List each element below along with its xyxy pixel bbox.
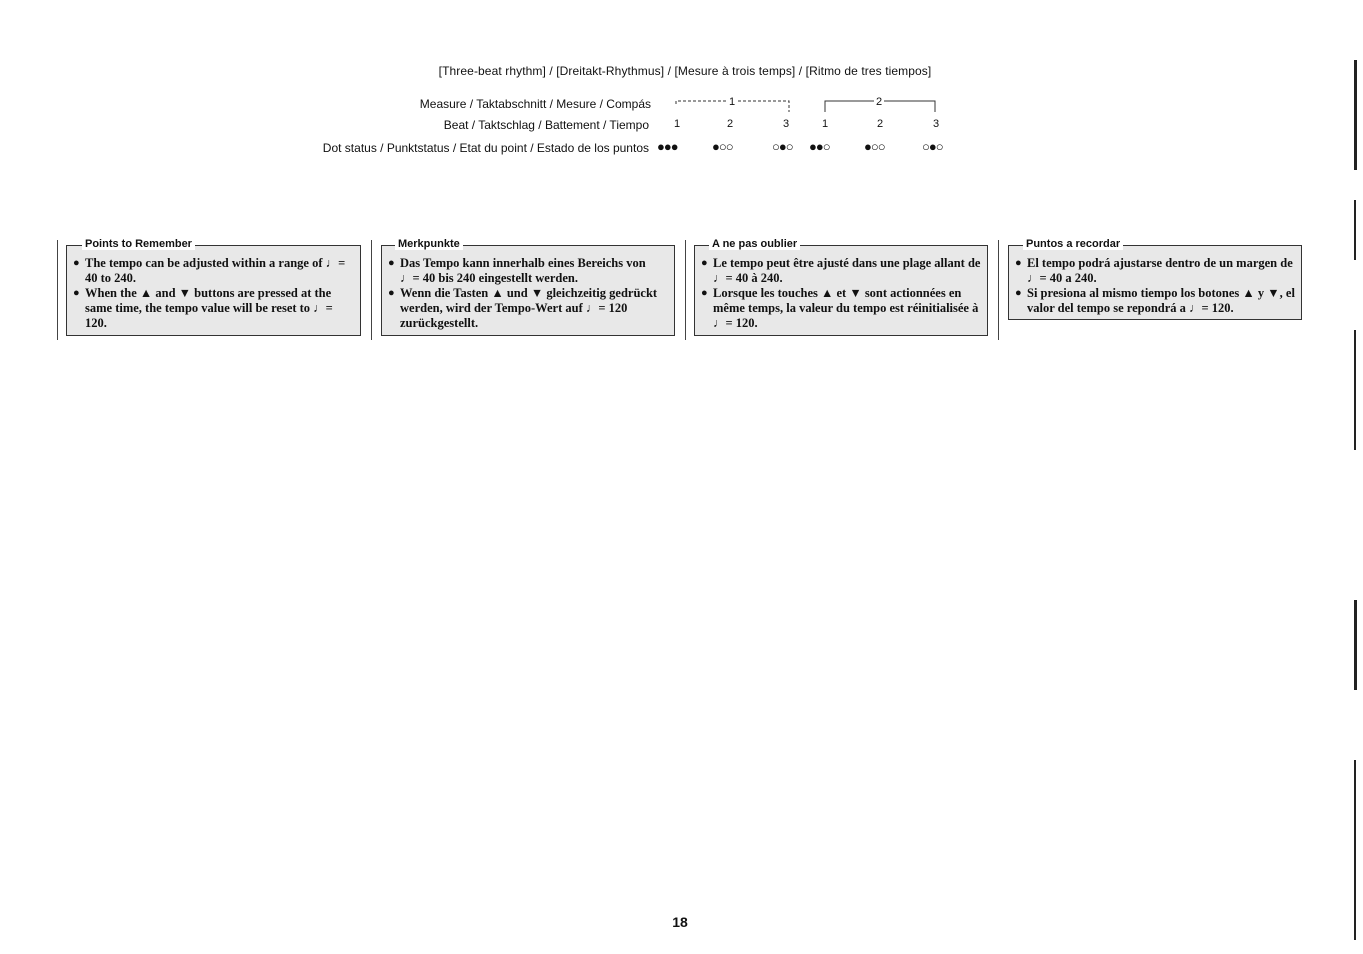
measure-brackets: [0, 0, 1363, 160]
box-title: Merkpunkte: [395, 238, 463, 250]
note-item: ● Wenn die Tasten ▲ und ▼ gleichzeitig gedrückt werden, wird der Tempo-Wert auf ♩= 120 zurückgestellt.: [388, 286, 668, 331]
measure-number: 1: [729, 96, 736, 108]
beat-number: 1: [821, 118, 829, 130]
note-box-english: [66, 245, 361, 336]
measure-number: 2: [876, 96, 883, 108]
column-divider: [998, 240, 999, 340]
dot-pattern: ○●○: [772, 139, 793, 154]
dot-pattern: ●○○: [864, 139, 885, 154]
dot-status-row-label: Dot status / Punktstatus / Etat du point / Estado de los puntos: [322, 141, 649, 155]
scan-edge: [1354, 200, 1356, 260]
column-divider: [371, 240, 372, 340]
note-item: ● El tempo podrá ajustarse dentro de un margen de ♩= 40 a 240.: [1015, 256, 1295, 286]
note-box-french: [694, 245, 988, 336]
beat-number: 2: [876, 118, 884, 130]
box-title: Puntos a recordar: [1023, 238, 1123, 250]
page-number: 18: [672, 914, 688, 930]
section-heading: [Three-beat rhythm] / [Dreitakt-Rhythmus] / [Mesure à trois temps] / [Ritmo de tres tiempos]: [438, 64, 932, 78]
column-divider: [57, 240, 58, 340]
note-item: ● When the ▲ and ▼ buttons are pressed at the same time, the tempo value will be reset to ♩= 120.: [73, 286, 354, 331]
note-item: ● Le tempo peut être ajusté dans une plage allant de ♩= 40 à 240.: [701, 256, 981, 286]
note-box-german: [381, 245, 675, 336]
note-item: ● Lorsque les touches ▲ et ▼ sont actionnées en même temps, la valeur du tempo est réinitialisée à ♩= 120.: [701, 286, 981, 331]
beat-row-label: Beat / Taktschlag / Battement / Tiempo: [443, 118, 649, 132]
dot-pattern: ○●○: [922, 139, 943, 154]
scan-edge: [1354, 330, 1356, 450]
measure-row-label: Measure / Taktabschnitt / Mesure / Compás: [419, 97, 651, 111]
box-title: A ne pas oublier: [709, 238, 800, 250]
dot-pattern: ●●○: [809, 139, 830, 154]
scan-edge: [1354, 600, 1357, 690]
dot-pattern: ●○○: [712, 139, 733, 154]
column-divider: [685, 240, 686, 340]
note-item: ● Das Tempo kann innerhalb eines Bereichs von ♩= 40 bis 240 eingestellt werden.: [388, 256, 668, 286]
scan-edge: [1354, 60, 1357, 170]
note-box-spanish: [1008, 245, 1302, 320]
beat-number: 2: [726, 118, 734, 130]
beat-number: 3: [932, 118, 940, 130]
dot-pattern: ●●●: [657, 139, 678, 154]
scan-edge: [1354, 760, 1356, 940]
beat-number: 3: [782, 118, 790, 130]
note-item: ● The tempo can be adjusted within a range of ♩= 40 to 240.: [73, 256, 354, 286]
beat-number: 1: [673, 118, 681, 130]
box-title: Points to Remember: [82, 238, 195, 250]
note-item: ● Si presiona al mismo tiempo los botones ▲ y ▼, el valor del tempo se repondrá a ♩= 120.: [1015, 286, 1295, 316]
